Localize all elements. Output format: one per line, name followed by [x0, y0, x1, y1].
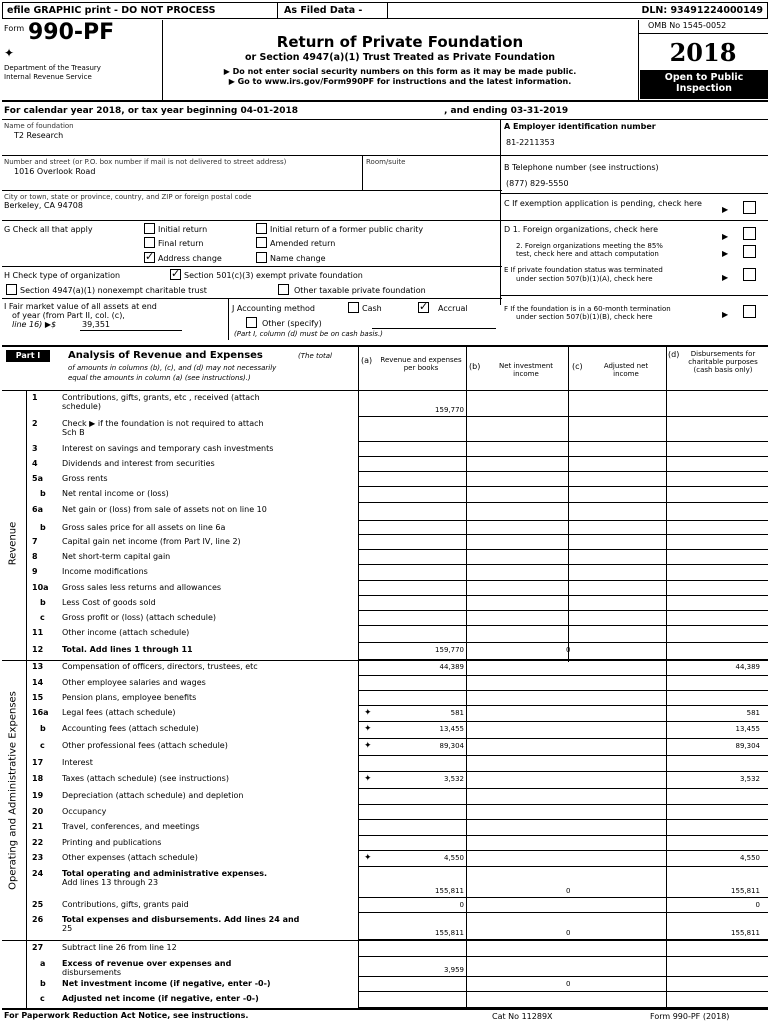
cash-checkbox[interactable]: [348, 302, 359, 313]
form-label: Form: [4, 24, 25, 33]
cash-label: Cash: [362, 304, 382, 313]
open-inspection-badge: [640, 70, 768, 99]
arrow-icon: ▶: [722, 232, 729, 241]
col-a-value: 159,770: [435, 406, 464, 414]
col-a-value: 159,770: [435, 646, 464, 654]
header-bar: [2, 2, 768, 19]
col-d-value: 0: [755, 901, 760, 909]
line-label: Net rental income or (loss): [62, 489, 169, 498]
line-label: Legal fees (attach schedule): [62, 708, 176, 717]
irs-eagle-icon: ✦: [4, 46, 15, 60]
form-subtitle: or Section 4947(a)(1) Trust Treated as Private Foundation: [244, 52, 556, 63]
table-row: [0, 417, 770, 442]
line-label: Other income (attach schedule): [62, 628, 190, 637]
table-row: [0, 992, 770, 1008]
d1-checkbox[interactable]: [743, 227, 756, 240]
line-label-cont: Add lines 13 through 23: [62, 878, 159, 887]
other-method-label: Other (specify): [262, 319, 322, 328]
open-label: Open to Public: [664, 72, 744, 83]
arrow-icon: ▶: [722, 205, 729, 214]
line-sub-letter: b: [40, 523, 46, 532]
check-icon: ✓: [419, 300, 429, 313]
line-sub-letter: b: [40, 724, 46, 733]
col-a-value: 89,304: [439, 742, 464, 750]
table-row: [0, 898, 770, 913]
line-label: Other employee salaries and wages: [62, 678, 206, 687]
initial-return-label: Initial return: [158, 225, 208, 234]
line-label: Contributions, gifts, grants, etc , received (attach: [62, 393, 260, 402]
line-label: Dividends and interest from securities: [62, 459, 215, 468]
tax-year: 2018: [669, 38, 737, 67]
name-change-label: Name change: [270, 254, 326, 263]
dept-treasury: Department of the Treasury: [4, 64, 101, 72]
line-number: 26: [32, 915, 44, 924]
table-row: [0, 789, 770, 805]
col-d-value: 3,532: [739, 775, 760, 783]
col-d-header: Disbursements for charitable purposes (cash basis only): [688, 350, 758, 374]
check-icon: ✓: [171, 267, 181, 280]
e1-label: E If private foundation status was terminated: [504, 266, 663, 274]
org-city: Berkeley, CA 94708: [4, 201, 83, 210]
line-label: Depreciation (attach schedule) and depletion: [62, 791, 244, 800]
address-change-label: Address change: [158, 254, 222, 263]
table-row: [0, 521, 770, 535]
d2-checkbox[interactable]: [743, 245, 756, 258]
table-row: [0, 739, 770, 756]
col-d-value: 13,455: [735, 725, 760, 733]
arrow-icon: ▶: [722, 249, 729, 258]
f1-label: F If the foundation is in a 60-month termination: [504, 305, 671, 313]
line-number: 5a: [32, 474, 43, 483]
part1-title-note: (The total: [298, 352, 332, 360]
line-number: 12: [32, 645, 44, 654]
line-label-cont: schedule): [62, 402, 101, 411]
line-sub-letter: b: [40, 598, 46, 607]
d2b-label: test, check here and attach computation: [516, 250, 659, 258]
d2a-label: 2. Foreign organizations meeting the 85%: [516, 242, 663, 250]
line-label: Adjusted net income (if negative, enter -0-): [62, 994, 259, 1003]
col-a-value: 4,550: [443, 854, 464, 862]
line-label: Check ▶ if the foundation is not required to attach: [62, 419, 264, 428]
form-footer: Form 990-PF (2018): [650, 1012, 730, 1021]
line-sub-letter: c: [40, 613, 45, 622]
table-row: [0, 457, 770, 472]
table-row: [0, 941, 770, 957]
line-number: 27: [32, 943, 44, 952]
line-sub-letter: a: [40, 959, 46, 968]
arrow-icon: ▶: [722, 310, 729, 319]
part1-desc1: of amounts in columns (b), (c), and (d) may not necessarily: [68, 364, 277, 372]
line-label: Subtract line 26 from line 12: [62, 943, 177, 952]
i-line1: I Fair market value of all assets at end: [4, 302, 157, 311]
j-label: J Accounting method: [232, 304, 316, 313]
line-label: Gross sales less returns and allowances: [62, 583, 222, 592]
attachment-icon[interactable]: ✦: [364, 708, 372, 718]
col-b-value: 0: [566, 887, 571, 895]
efile-label: efile GRAPHIC print - DO NOT PROCESS: [7, 5, 216, 16]
omb-number: OMB No 1545-0052: [648, 21, 727, 30]
fmv-value: 39,351: [82, 320, 110, 329]
instructions-note: ▶ Go to www.irs.gov/Form990PF for instructions and the latest information.: [228, 77, 572, 86]
line-label-cont: 25: [62, 924, 73, 933]
name-change-checkbox[interactable]: [256, 252, 267, 263]
line-label: Interest: [62, 758, 93, 767]
line-number: 20: [32, 807, 44, 816]
line-label-cont: Sch B: [62, 428, 85, 437]
line-label: Net investment income (if negative, enter -0-): [62, 979, 271, 988]
i-line3: line 16) ▶$: [12, 320, 57, 329]
ssn-note: ▶ Do not enter social security numbers on this form as it may be made public.: [223, 67, 577, 76]
final-return-checkbox[interactable]: [144, 237, 155, 248]
table-row: [0, 820, 770, 836]
line-number: 23: [32, 853, 44, 862]
col-d-value: 44,389: [735, 663, 760, 671]
form-title: Return of Private Foundation: [276, 33, 524, 51]
g-label: G Check all that apply: [4, 225, 93, 234]
line-number: 4: [32, 459, 38, 468]
table-row: [0, 756, 770, 772]
ein-label: A Employer identification number: [504, 122, 656, 131]
line-number: 19: [32, 791, 44, 800]
line-number: 17: [32, 758, 44, 767]
exemption-pending-label: C If exemption application is pending, check here: [504, 199, 702, 208]
col-a-value: 155,811: [435, 887, 464, 895]
attachment-icon[interactable]: ✦: [364, 741, 372, 751]
amended-return-checkbox[interactable]: [256, 237, 267, 248]
line-number: 16a: [32, 708, 49, 717]
line-label: Interest on savings and temporary cash investments: [62, 444, 274, 453]
check-icon: ✓: [145, 250, 155, 263]
table-row: [0, 487, 770, 503]
line-number: 22: [32, 838, 44, 847]
table-row: [0, 442, 770, 457]
period-begin: For calendar year 2018, or tax year beginning 04-01-2018: [4, 106, 299, 116]
phone-label: B Telephone number (see instructions): [504, 163, 659, 172]
col-a-value: 3,959: [443, 966, 464, 974]
arrow-icon: ▶: [722, 273, 729, 282]
s4947-label: Section 4947(a)(1) nonexempt charitable trust: [20, 286, 207, 295]
cash-basis-note: (Part I, column (d) must be on cash basis.): [234, 330, 383, 338]
line-label: Gross profit or (loss) (attach schedule): [62, 613, 217, 622]
form-number: 990-PF: [28, 20, 115, 45]
c3-checkbox[interactable]: [170, 269, 181, 280]
other-method-checkbox[interactable]: [246, 317, 257, 328]
table-row: [0, 706, 770, 722]
paperwork-notice: For Paperwork Reduction Act Notice, see instructions.: [4, 1011, 249, 1020]
line-label: Compensation of officers, directors, trustees, etc: [62, 662, 258, 671]
col-a-value: 155,811: [435, 929, 464, 937]
col-a-header: Revenue and expenses per books: [380, 356, 462, 372]
attachment-icon[interactable]: ✦: [364, 774, 372, 784]
table-row: [0, 660, 770, 676]
line-label: Travel, conferences, and meetings: [62, 822, 200, 831]
line-sub-letter: c: [40, 741, 45, 750]
line-label: Total expenses and disbursements. Add lines 24 and: [62, 915, 300, 924]
expenses-text: Operating and Administrative Expenses: [7, 691, 19, 890]
col-a-value: 44,389: [439, 663, 464, 671]
attachment-icon[interactable]: ✦: [364, 724, 372, 734]
table-row: [0, 913, 770, 940]
table-row: [0, 957, 770, 977]
line-label: Capital gain net income (from Part IV, line 2): [62, 537, 241, 546]
table-row: [0, 535, 770, 550]
line-label-cont: disbursements: [62, 968, 122, 977]
s4947-checkbox[interactable]: [6, 284, 17, 295]
table-row: [0, 565, 770, 581]
line-label: Occupancy: [62, 807, 107, 816]
ein-value: 81-2211353: [506, 138, 555, 147]
table-row: [0, 977, 770, 992]
col-b-value: 0: [566, 929, 571, 937]
e-checkbox[interactable]: [743, 268, 756, 281]
part1-title: Analysis of Revenue and Expenses: [68, 350, 263, 361]
table-row: [0, 676, 770, 691]
address-change-checkbox[interactable]: [144, 252, 155, 263]
col-b-tag: (b): [469, 362, 481, 371]
amended-return-label: Amended return: [270, 239, 336, 248]
table-row: [0, 851, 770, 867]
line-number: 15: [32, 693, 44, 702]
initial-return-checkbox[interactable]: [144, 223, 155, 234]
line-label: Gross rents: [62, 474, 108, 483]
line-number: 13: [32, 662, 44, 671]
period-end: , and ending 03-31-2019: [444, 106, 569, 116]
table-row: [0, 611, 770, 626]
table-row: [0, 596, 770, 611]
table-row: [0, 550, 770, 565]
table-row: [0, 391, 770, 417]
line-number: 2: [32, 419, 38, 428]
initial-former-label: Initial return of a former public charity: [270, 225, 424, 234]
line-label: Net short-term capital gain: [62, 552, 171, 561]
col-d-value: 155,811: [731, 929, 760, 937]
final-return-label: Final return: [158, 239, 204, 248]
attachment-icon[interactable]: ✦: [364, 853, 372, 863]
col-d-value: 581: [746, 709, 760, 717]
col-a-value: 13,455: [439, 725, 464, 733]
line-label: Accounting fees (attach schedule): [62, 724, 199, 733]
col-b-value: 0: [566, 980, 571, 988]
org-address: 1016 Overlook Road: [14, 167, 96, 176]
col-a-value: 3,532: [443, 775, 464, 783]
line-number: 6a: [32, 505, 43, 514]
org-name: T2 Research: [14, 131, 64, 140]
line-label: Pension plans, employee benefits: [62, 693, 197, 702]
col-a-value: 0: [459, 901, 464, 909]
part1-desc2: equal the amounts in column (a) (see instructions).): [68, 374, 251, 382]
line-label: Other professional fees (attach schedule): [62, 741, 228, 750]
h-label: H Check type of organization: [4, 271, 121, 280]
col-b-value: 0: [566, 646, 571, 654]
c3-label: Section 501(c)(3) exempt private foundation: [184, 271, 363, 280]
e2-label: under section 507(b)(1)(A), check here: [516, 275, 653, 283]
city-label: City or town, state or province, country, and ZIP or foreign postal code: [4, 193, 252, 201]
line-label: Income modifications: [62, 567, 148, 576]
line-label: Less Cost of goods sold: [62, 598, 156, 607]
line-label: Total operating and administrative expenses.: [62, 869, 267, 878]
room-label: Room/suite: [366, 158, 406, 166]
inspection-label: Inspection: [676, 83, 732, 94]
line-number: 3: [32, 444, 38, 453]
line-number: 1: [32, 393, 38, 402]
line-number: 18: [32, 774, 44, 783]
exemption-pending-checkbox[interactable]: [743, 201, 756, 214]
accrual-checkbox[interactable]: [418, 302, 429, 313]
part1-badge: Part I: [6, 350, 50, 362]
col-b-header: Net investment income: [498, 362, 554, 378]
address-label: Number and street (or P.O. box number if mail is not delivered to street address): [4, 158, 287, 166]
col-d-value: 155,811: [731, 887, 760, 895]
line-label: Gross sales price for all assets on line 6a: [62, 523, 226, 532]
table-row: [0, 691, 770, 706]
revenue-text: Revenue: [7, 521, 19, 566]
line-number: 7: [32, 537, 38, 546]
other-taxable-label: Other taxable private foundation: [294, 286, 426, 295]
line-label: Other expenses (attach schedule): [62, 853, 198, 862]
cat-number: Cat No 11289X: [492, 1012, 553, 1021]
other-taxable-checkbox[interactable]: [278, 284, 289, 295]
table-row: [0, 867, 770, 898]
table-row: [0, 503, 770, 521]
line-sub-letter: c: [40, 994, 45, 1003]
line-number: 9: [32, 567, 38, 576]
table-row: [0, 836, 770, 851]
line-number: 11: [32, 628, 44, 637]
f-checkbox[interactable]: [743, 305, 756, 318]
line-sub-letter: b: [40, 979, 46, 988]
line-number: 10a: [32, 583, 49, 592]
i-line2: of year (from Part II, col. (c),: [12, 311, 125, 320]
line-label: Contributions, gifts, grants paid: [62, 900, 189, 909]
col-d-tag: (d): [668, 350, 680, 359]
filed-label: As Filed Data -: [284, 5, 363, 16]
table-row: [0, 722, 770, 739]
line-label: Printing and publications: [62, 838, 162, 847]
line-label: Net gain or (loss) from sale of assets not on line 10: [62, 505, 267, 514]
line-sub-letter: b: [40, 489, 46, 498]
phone-value: (877) 829-5550: [506, 179, 569, 188]
line-number: 24: [32, 869, 44, 878]
col-d-value: 4,550: [739, 854, 760, 862]
line-number: 25: [32, 900, 44, 909]
accrual-label: Accrual: [438, 304, 468, 313]
d1-label: D 1. Foreign organizations, check here: [504, 225, 659, 234]
table-row: [0, 772, 770, 789]
table-row: [0, 643, 770, 660]
table-row: [0, 581, 770, 596]
col-c-header: Adjusted net income: [603, 362, 649, 378]
dept-irs: Internal Revenue Service: [4, 73, 92, 81]
col-a-value: 581: [450, 709, 464, 717]
table-row: [0, 626, 770, 643]
line-number: 8: [32, 552, 38, 561]
dln-label: DLN: 93491224000149: [641, 5, 763, 16]
f2-label: under section 507(b)(1)(B), check here: [516, 313, 653, 321]
table-row: [0, 805, 770, 820]
initial-former-checkbox[interactable]: [256, 223, 267, 234]
line-label: Excess of revenue over expenses and: [62, 959, 232, 968]
line-number: 21: [32, 822, 44, 831]
line-number: 14: [32, 678, 44, 687]
col-d-value: 89,304: [735, 742, 760, 750]
line-label: Taxes (attach schedule) (see instructions): [62, 774, 229, 783]
col-a-tag: (a): [361, 356, 373, 365]
col-c-tag: (c): [572, 362, 583, 371]
line-label: Total. Add lines 1 through 11: [62, 645, 193, 654]
name-label: Name of foundation: [4, 122, 74, 130]
table-row: [0, 472, 770, 487]
